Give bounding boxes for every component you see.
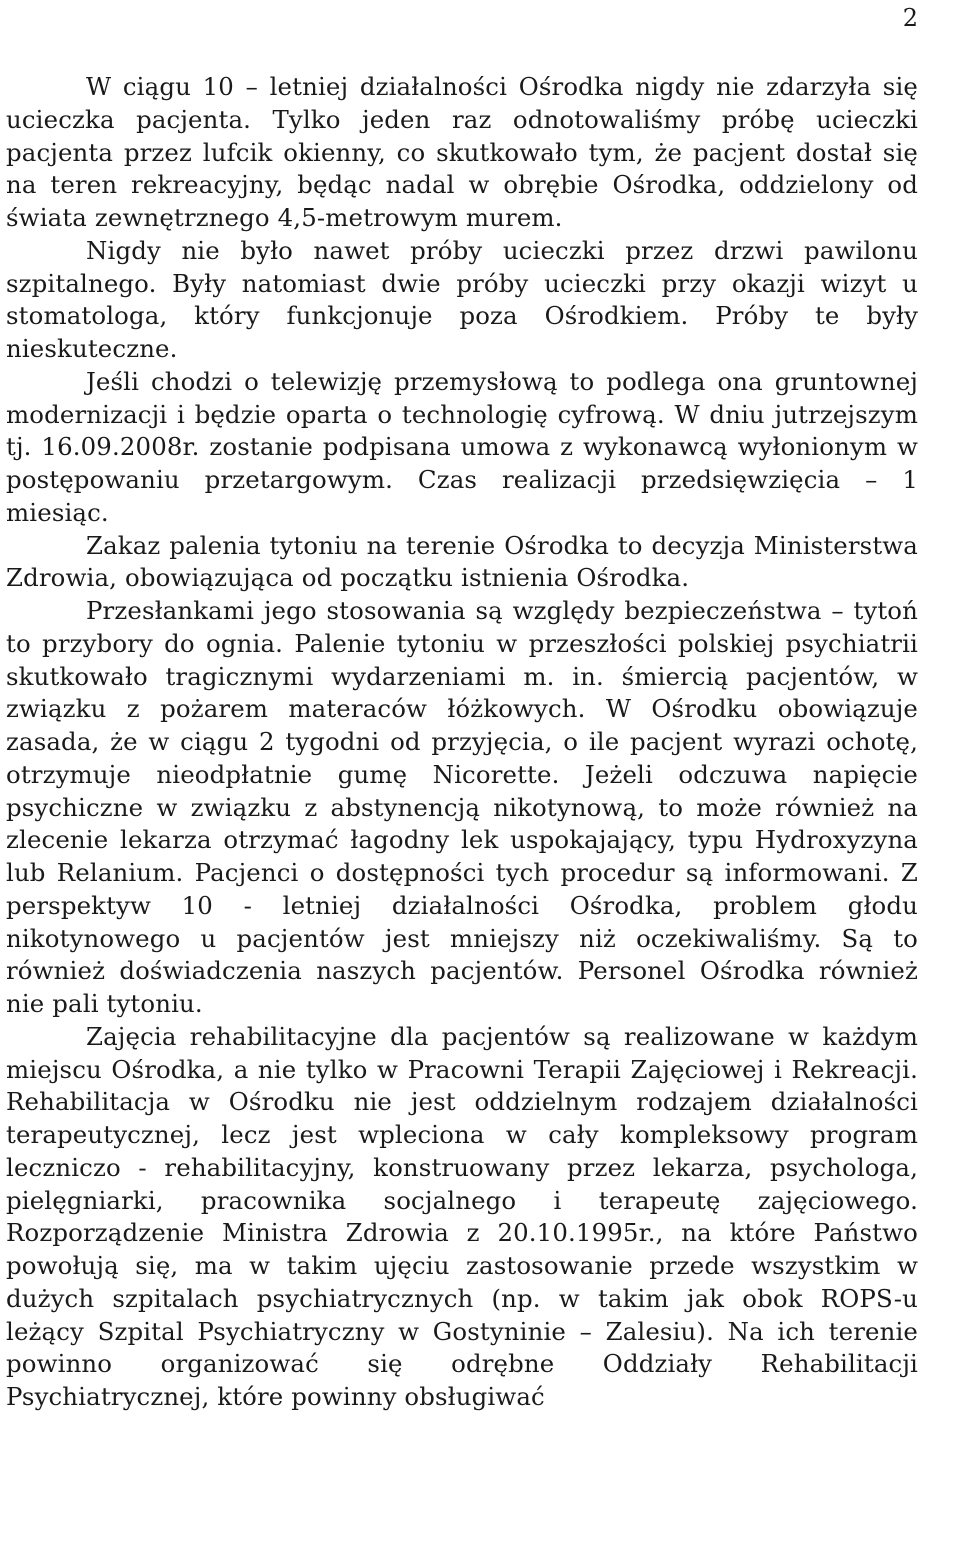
paragraph-smoking-reasons: Przesłankami jego stosowania są względy bezpieczeństwa – tytoń to przybory do ognia. Palenie tytoniu w przeszłości polskiej psychiatrii skutkowało tragicznymi wydarzeniami m. in. śmiercią pacjentów, w związku z pożarem materaców łóżkowych. W Ośrodku obowiązuje zasada, że w ciągu 2 tygodni od przyjęcia, o ile pacjent wyrazi ochotę, otrzymuje nieodpłatnie gumę Nicorette. Jeżeli odczuwa napięcie psychiczne w związku z abstynencją nikotynową, to może również na zlecenie lekarza otrzymać łagodny lek uspokajający, typu Hydroxyzyna lub Relanium. Pacjenci o dostępności tych procedur są informowani. Z perspektyw 10 - letniej działalności Ośrodka, problem głodu nikotynowego u pacjentów jest mniejszy niż oczekiwaliśmy. Są to również doświadczenia naszych pacjentów. Personel Ośrodka również nie pali tytoniu. bbox=[6, 596, 918, 1018]
paragraph-escape-history: W ciągu 10 – letniej działalności Ośrodka nigdy nie zdarzyła się ucieczka pacjenta. Tylko jeden raz odnotowaliśmy próbę ucieczki pacjenta przez lufcik okienny, co skutkowało tym, że pacjent dostał się na teren rekreacyjny, będąc nadal w obrębie Ośrodka, oddzielony od świata zewnętrznego 4,5-metrowym murem. bbox=[6, 72, 918, 232]
paragraph-cctv: Jeśli chodzi o telewizję przemysłową to podlega ona gruntownej modernizacji i będzie oparta o technologię cyfrową. W dniu jutrzejszym tj. 16.09.2008r. zostanie podpisana umowa z wykonawcą wyłonionym w postępowaniu przetargowym. Czas realizacji przedsięwzięcia – 1 miesiąc. bbox=[6, 366, 918, 527]
paragraph-smoking-ban: Zakaz palenia tytoniu na terenie Ośrodka to decyzja Ministerstwa Zdrowia, obowiązująca od początku istnienia Ośrodka. bbox=[6, 530, 918, 593]
page-number: 2 bbox=[902, 4, 918, 32]
paragraph-rehabilitation: Zajęcia rehabilitacyjne dla pacjentów są realizowane w każdym miejscu Ośrodka, a nie tylko w Pracowni Terapii Zajęciowej i Rekreacji. Rehabilitacja w Ośrodku nie jest oddzielnym rodzajem działalności terapeutycznej, lecz jest wpleciona w cały kompleksowy program leczniczo - rehabilitacyjny, konstruowany przez lekarza, psychologa, pielęgniarki, pracownika socjalnego i terapeutę zajęciowego. Rozporządzenie Ministra Zdrowia z 20.10.1995r., na które Państwo powołują się, ma w takim ujęciu zastosowanie przede wszystkim w dużych szpitalach psychiatrycznych (np. w takim jak obok ROPS-u leżący Szpital Psychiatryczny w Gostyninie – Zalesiu). Na ich terenie powinno organizować się odrębne Oddziały Rehabilitacji Psychiatrycznej, które powinny obsługiwać bbox=[6, 1021, 918, 1411]
paragraph-door-escape: Nigdy nie było nawet próby ucieczki przez drzwi pawilonu szpitalnego. Były natomiast dwie próby ucieczki przy okazji wizyt u stomatologa, który funkcjonuje poza Ośrodkiem. Próby te były nieskuteczne. bbox=[6, 235, 918, 363]
document-body bbox=[6, 71, 918, 1414]
